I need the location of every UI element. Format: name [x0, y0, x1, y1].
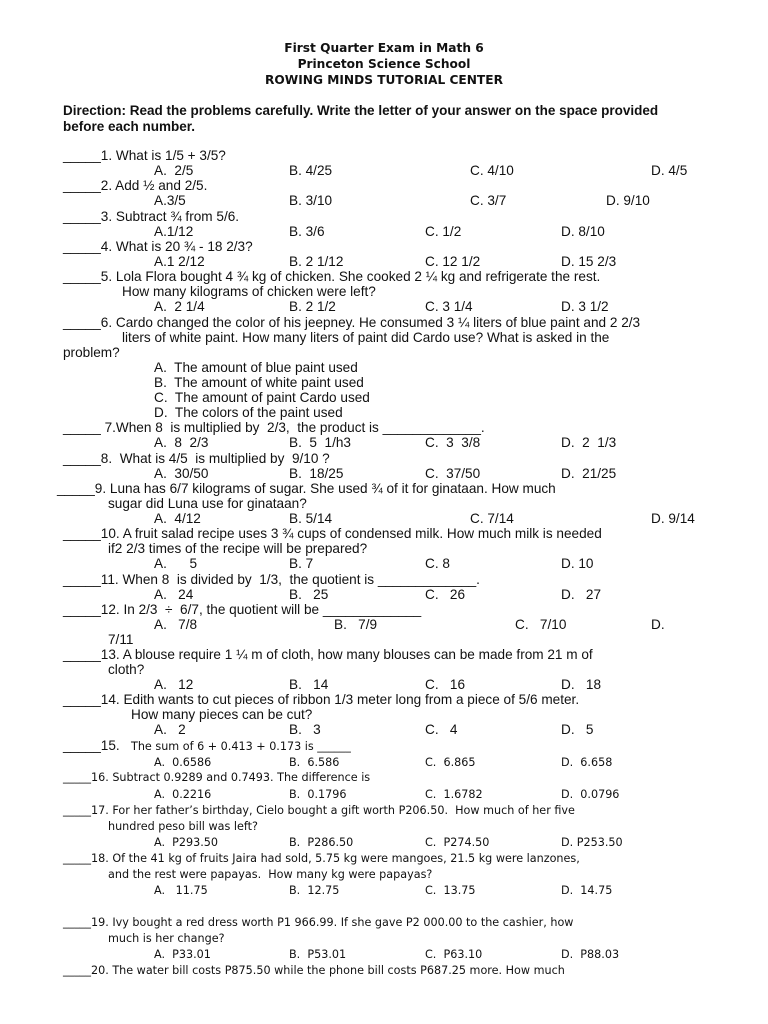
question-9-choice-b: B. 5/14 — [289, 511, 333, 526]
question-13-choice-a: A. 12 — [154, 677, 194, 692]
question-14-choice-c: C. 4 — [425, 722, 458, 737]
question-2-choice-d: D. 9/10 — [606, 193, 650, 208]
question-17-choice-a: A. P293.50 — [154, 836, 219, 849]
question-7-choice-c: C. 3 3/8 — [425, 435, 481, 450]
question-17-choice-d: D. P253.50 — [561, 836, 623, 849]
question-13-text-cont: cloth? — [108, 662, 145, 677]
question-10-choice-a: A. 5 — [154, 556, 198, 571]
question-11-choice-b: B. 25 — [289, 587, 329, 602]
question-3-text: _____3. Subtract ¾ from 5/6. — [63, 209, 240, 224]
question-9-choice-a: A. 4/12 — [154, 511, 201, 526]
school-name: Princeton Science School — [297, 57, 471, 71]
question-19-choice-a: A. P33.01 — [154, 948, 211, 961]
question-14-choice-a: A. 2 — [154, 722, 186, 737]
question-12-choice-d-value: 7/11 — [108, 632, 134, 647]
question-20-text: _____20. The water bill costs P875.50 while the phone bill costs P687.25 more. How much — [63, 964, 565, 977]
question-10-choice-b: B. 7 — [289, 556, 314, 571]
question-2-choice-c: C. 3/7 — [470, 193, 507, 208]
question-2-choice-b: B. 3/10 — [289, 193, 333, 208]
question-11-choice-d: D. 27 — [561, 587, 602, 602]
question-14-choice-b: B. 3 — [289, 722, 321, 737]
question-14-text-cont: How many pieces can be cut? — [131, 707, 313, 722]
question-4-choice-d: D. 15 2/3 — [561, 254, 617, 269]
question-3-choice-c: C. 1/2 — [425, 224, 462, 239]
question-13-choice-d: D. 18 — [561, 677, 602, 692]
question-1-choice-a: A. 2/5 — [154, 163, 194, 178]
question-17-choice-c: C. P274.50 — [425, 836, 490, 849]
question-18-choice-d: D. 14.75 — [561, 884, 613, 897]
question-13-choice-b: B. 14 — [289, 677, 329, 692]
question-11-text: _____11. When 8 is divided by 1/3, the quotient is _____________. — [63, 572, 480, 587]
question-19-choice-d: D. P88.03 — [561, 948, 620, 961]
question-10-text-cont: if2 2/3 times of the recipe will be prepared? — [108, 541, 368, 556]
question-5-choice-c: C. 3 1/4 — [425, 299, 473, 314]
question-15-text: The sum of 6 + 0.413 + 0.173 is ______ — [131, 740, 351, 753]
question-7-choice-b: B. 5 1/h3 — [289, 435, 351, 450]
question-4-text: _____4. What is 20 ¾ - 18 2/3? — [63, 239, 253, 254]
question-9-choice-c: C. 7/14 — [470, 511, 514, 526]
question-15-choice-d: D. 6.658 — [561, 756, 613, 769]
question-1-choice-b: B. 4/25 — [289, 163, 333, 178]
question-1-text: _____1. What is 1/5 + 3/5? — [63, 148, 226, 163]
exam-title: First Quarter Exam in Math 6 — [284, 41, 484, 55]
question-9-text-cont: sugar did Luna use for ginataan? — [108, 496, 307, 511]
tutorial-center-name: ROWING MINDS TUTORIAL CENTER — [265, 73, 503, 87]
question-1-choice-d: D. 4/5 — [651, 163, 688, 178]
question-19-text: _____19. Ivy bought a red dress worth P1 966.99. If she gave P2 000.00 to the cashier, how — [63, 916, 574, 929]
question-13-choice-c: C. 16 — [425, 677, 466, 692]
question-6-choice-d: D. The colors of the paint used — [154, 405, 343, 420]
question-10-text: _____10. A fruit salad recipe uses 3 ¾ cups of condensed milk. How much milk is needed — [63, 526, 602, 541]
question-3-choice-a: A.1/12 — [154, 224, 194, 239]
question-2-text: _____2. Add ½ and 2/5. — [63, 178, 208, 193]
question-19-text-cont: much is her change? — [108, 932, 225, 945]
question-9-choice-d: D. 9/14 — [651, 511, 695, 526]
question-18-text: _____18. Of the 41 kg of fruits Jaira had sold, 5.75 kg were mangoes, 21.5 kg were lanzones, — [63, 852, 580, 865]
question-8-choice-a: A. 30/50 — [154, 466, 209, 481]
question-4-choice-b: B. 2 1/12 — [289, 254, 344, 269]
question-7-choice-a: A. 8 2/3 — [154, 435, 209, 450]
question-13-text: _____13. A blouse require 1 ¼ m of cloth, how many blouses can be made from 21 m of — [63, 647, 593, 662]
question-5-choice-a: A. 2 1/4 — [154, 299, 205, 314]
question-5-choice-b: B. 2 1/2 — [289, 299, 336, 314]
question-12-choice-d: D. — [651, 617, 665, 632]
question-9-text: _____9. Luna has 6/7 kilograms of sugar. She used ¾ of it for ginataan. How much — [57, 481, 556, 496]
question-8-choice-d: D. 21/25 — [561, 466, 617, 481]
question-5-choice-d: D. 3 1/2 — [561, 299, 609, 314]
question-6-text-cont: liters of white paint. How many liters of paint did Cardo use? What is asked in the — [122, 330, 610, 345]
question-6-text-cont2: problem? — [63, 345, 120, 360]
question-19-choice-c: C. P63.10 — [425, 948, 483, 961]
question-11-choice-c: C. 26 — [425, 587, 466, 602]
question-1-choice-c: C. 4/10 — [470, 163, 514, 178]
question-16-choice-a: A. 0.2216 — [154, 788, 212, 801]
question-15-number: _____15. — [63, 738, 124, 753]
question-6-choice-a: A. The amount of blue paint used — [154, 360, 358, 375]
question-15-choice-b: B. 6.586 — [289, 756, 340, 769]
question-7-text: _____ 7.When 8 is multiplied by 2/3, the product is _____________. — [63, 420, 485, 435]
question-16-choice-b: B. 0.1796 — [289, 788, 347, 801]
question-18-choice-a: A. 11.75 — [154, 884, 208, 897]
question-6-text: _____6. Cardo changed the color of his jeepney. He consumed 3 ¼ liters of blue paint and 2 2/3 — [63, 315, 641, 330]
question-8-text: _____8. What is 4/5 is multiplied by 9/10 ? — [63, 451, 330, 466]
question-11-choice-a: A. 24 — [154, 587, 194, 602]
question-15-choice-c: C. 6.865 — [425, 756, 476, 769]
question-12-choice-b: B. 7/9 — [334, 617, 378, 632]
question-4-choice-a: A.1 2/12 — [154, 254, 205, 269]
question-5-text: _____5. Lola Flora bought 4 ¾ kg of chicken. She cooked 2 ¼ kg and refrigerate the rest. — [63, 269, 601, 284]
question-3-choice-d: D. 8/10 — [561, 224, 605, 239]
question-10-choice-c: C. 8 — [425, 556, 450, 571]
question-10-choice-d: D. 10 — [561, 556, 594, 571]
question-16-choice-c: C. 1.6782 — [425, 788, 483, 801]
question-18-choice-c: C. 13.75 — [425, 884, 476, 897]
question-14-text: _____14. Edith wants to cut pieces of ribbon 1/3 meter long from a piece of 5/6 meter. — [63, 692, 580, 707]
question-17-text: _____17. For her father’s birthday, Cielo bought a gift worth P206.50. How much of her five — [63, 804, 575, 817]
question-18-choice-b: B. 12.75 — [289, 884, 340, 897]
question-12-choice-c: C. 7/10 — [515, 617, 567, 632]
question-12-choice-a: A. 7/8 — [154, 617, 198, 632]
question-6-choice-c: C. The amount of paint Cardo used — [154, 390, 370, 405]
question-16-text: _____16. Subtract 0.9289 and 0.7493. The difference is — [63, 771, 371, 784]
question-5-text-cont: How many kilograms of chicken were left? — [122, 284, 376, 299]
exam-direction: Direction: Read the problems carefully. Write the letter of your answer on the space provided before each number. — [63, 103, 659, 134]
question-8-choice-c: C. 37/50 — [425, 466, 481, 481]
question-3-choice-b: B. 3/6 — [289, 224, 325, 239]
question-6-choice-b: B. The amount of white paint used — [154, 375, 364, 390]
question-18-text-cont: and the rest were papayas. How many kg were papayas? — [108, 868, 433, 881]
question-4-choice-c: C. 12 1/2 — [425, 254, 481, 269]
question-17-text-cont: hundred peso bill was left? — [108, 820, 258, 833]
question-12-text: _____12. In 2/3 ÷ 6/7, the quotient will be _____________ — [63, 602, 422, 617]
question-7-choice-d: D. 2 1/3 — [561, 435, 617, 450]
question-19-choice-b: B. P53.01 — [289, 948, 347, 961]
question-14-choice-d: D. 5 — [561, 722, 594, 737]
question-8-choice-b: B. 18/25 — [289, 466, 344, 481]
question-16-choice-d: D. 0.0796 — [561, 788, 620, 801]
question-17-choice-b: B. P286.50 — [289, 836, 354, 849]
question-15-choice-a: A. 0.6586 — [154, 756, 212, 769]
question-2-choice-a: A.3/5 — [154, 193, 186, 208]
